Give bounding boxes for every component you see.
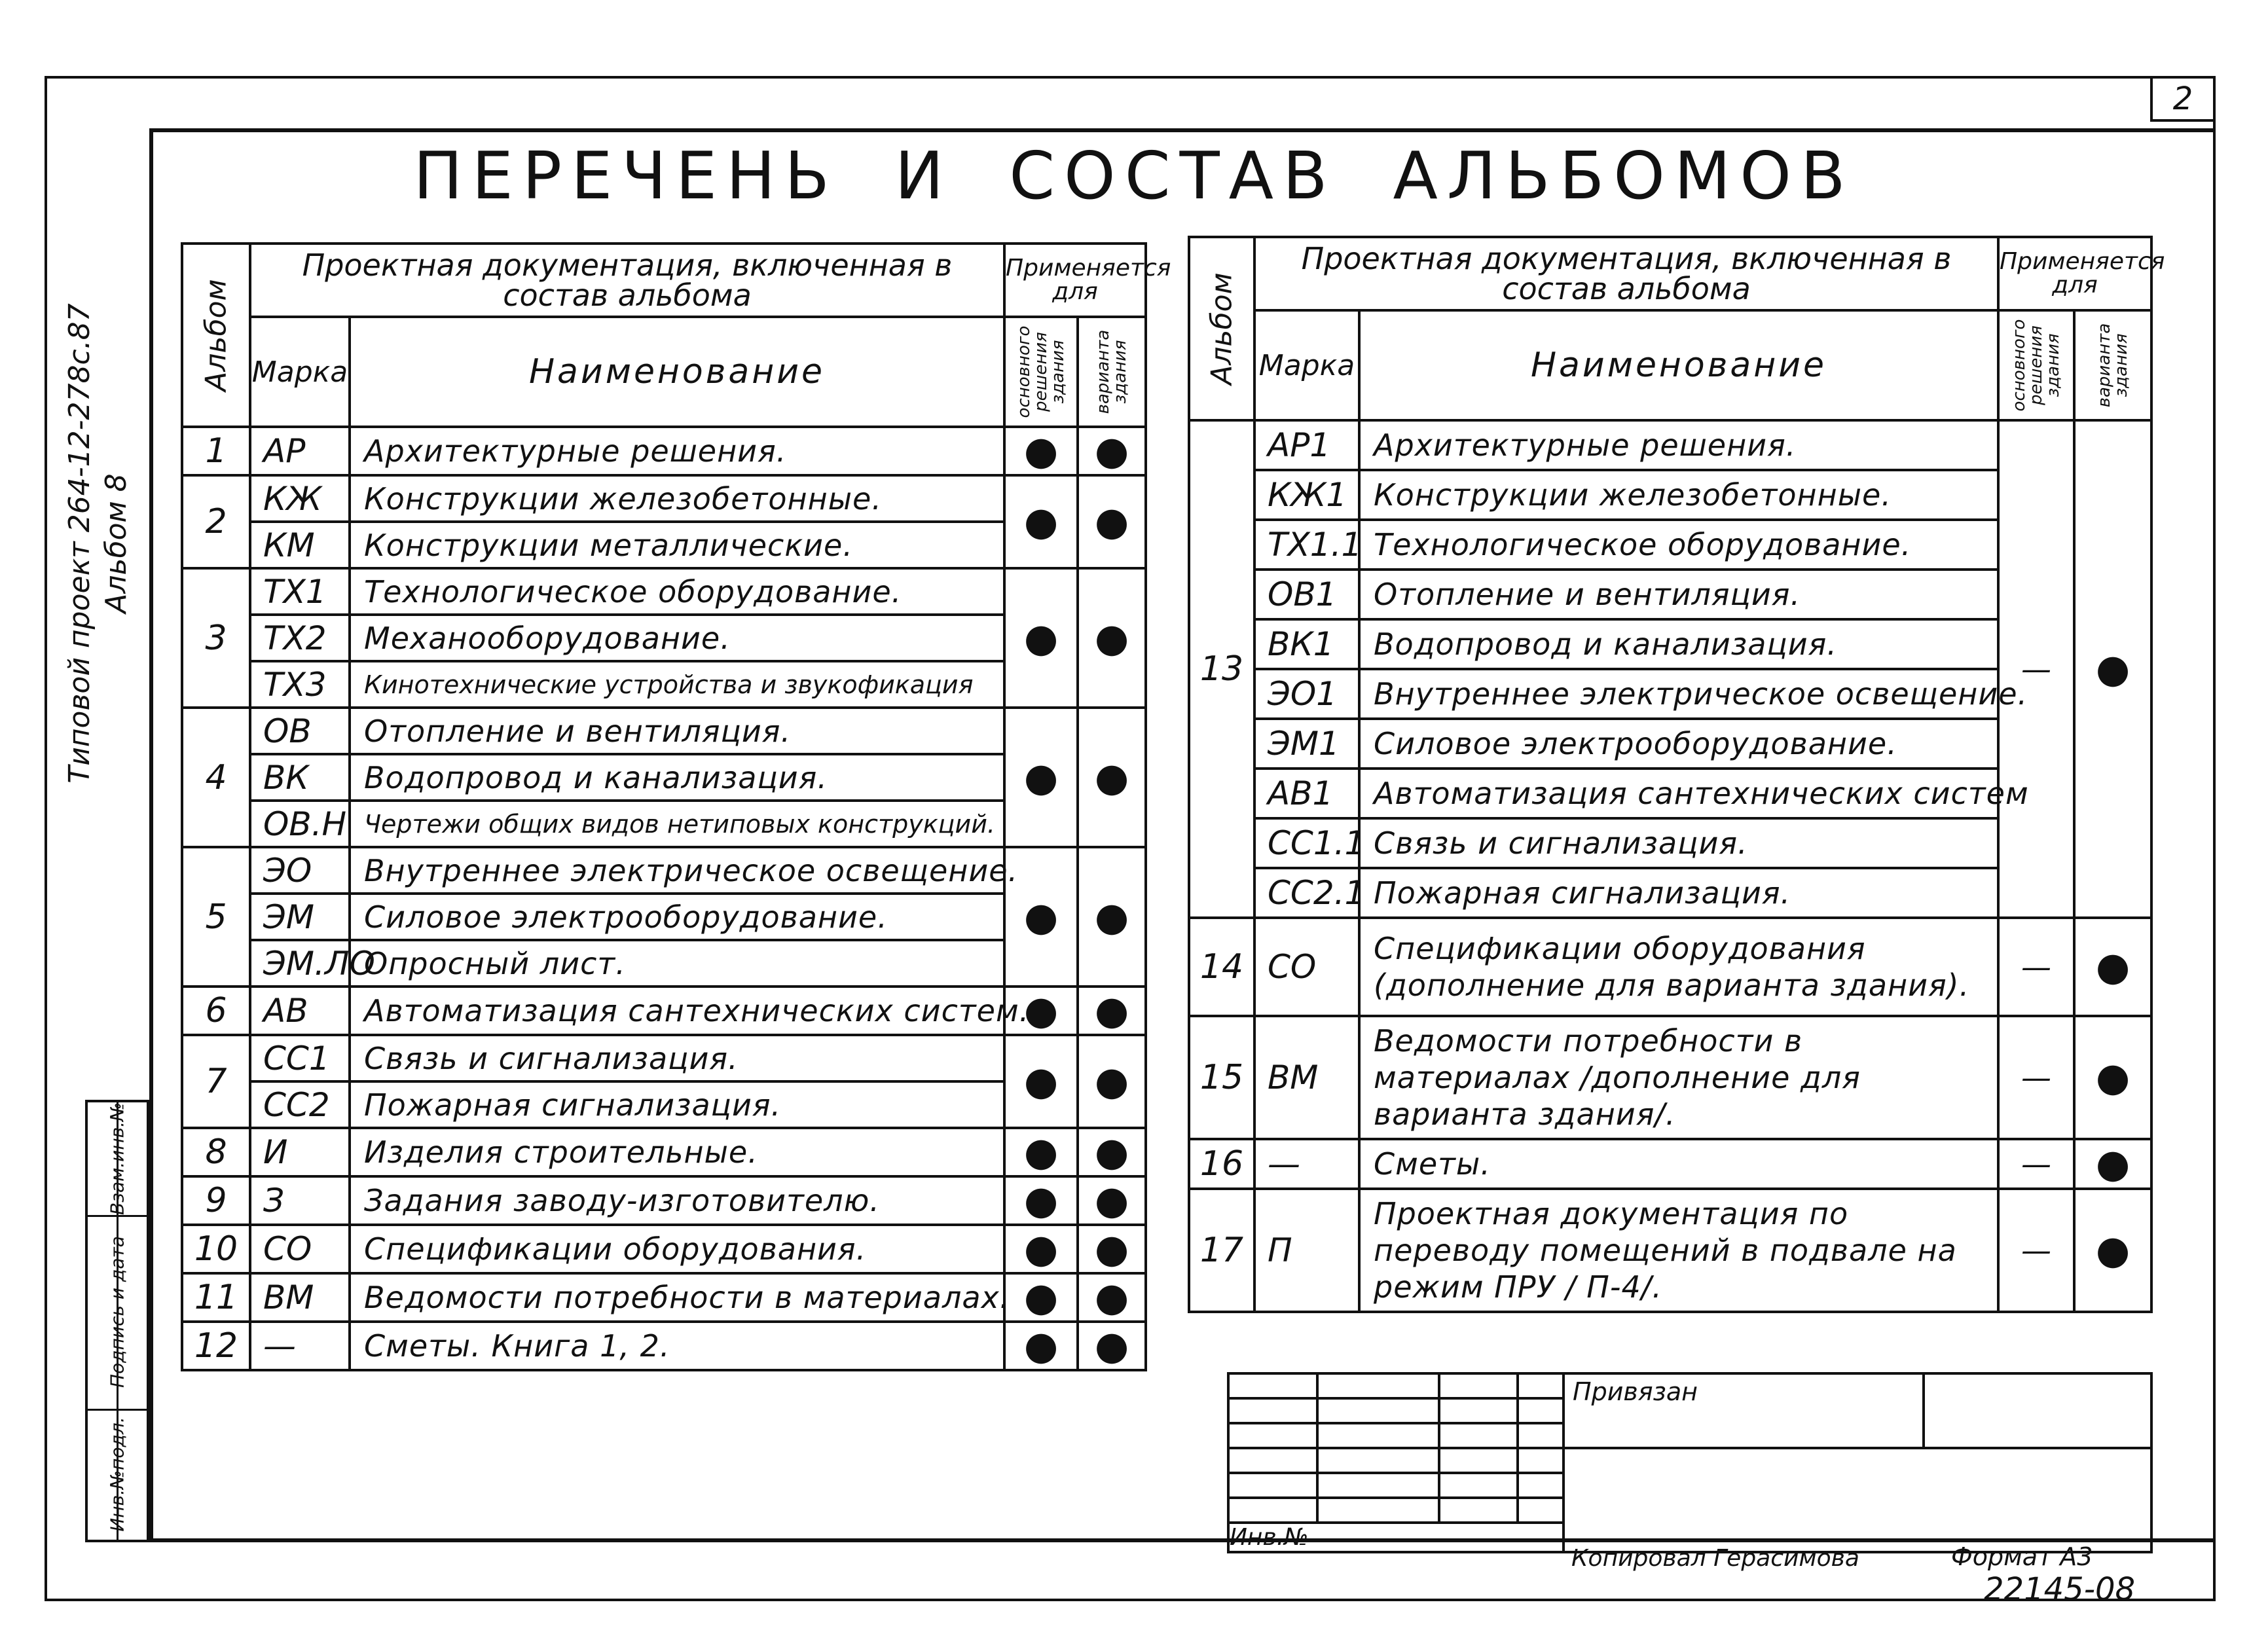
doc-name: Кинотехнические устройства и звукофикация: [350, 661, 1004, 708]
table-row: [182, 1128, 1146, 1176]
doc-name: Отопление и вентиляция.: [350, 708, 1004, 754]
applies-variant-mark: ●: [2074, 420, 2151, 918]
applies-main-mark: ●: [1004, 1128, 1078, 1176]
table-row: [182, 1081, 1146, 1128]
doc-mark: АВ1: [1254, 769, 1359, 818]
applies-variant-mark: ●: [1078, 427, 1146, 475]
doc-name: Сметы.: [1359, 1139, 1998, 1189]
doc-mark: ВК1: [1254, 619, 1359, 669]
doc-name: Технологическое оборудование.: [350, 568, 1004, 615]
header-applies: Применяется для: [1004, 244, 1146, 317]
album-number: 5: [182, 847, 250, 987]
doc-name: Механооборудование.: [350, 615, 1004, 661]
doc-name: Изделия строительные.: [350, 1128, 1004, 1176]
doc-name: Силовое электрооборудование.: [350, 894, 1004, 940]
left-stamp: [85, 1100, 149, 1542]
album-number: 10: [182, 1225, 250, 1273]
copied-by: Копировал Герасимова: [1571, 1545, 1859, 1572]
table-row: [182, 1322, 1146, 1370]
table-row: [1189, 1189, 2151, 1312]
applies-main-mark: —: [1998, 1189, 2074, 1312]
doc-mark: П: [1254, 1189, 1359, 1312]
doc-mark: ВК: [250, 754, 350, 801]
doc-mark: КЖ: [250, 475, 350, 522]
project-label-line2: Альбом 8: [100, 473, 133, 613]
table-row: [182, 475, 1146, 522]
table-row: [182, 1225, 1146, 1273]
table-row: [182, 1273, 1146, 1322]
applies-main-mark: ●: [1004, 1176, 1078, 1225]
doc-mark: СС2: [250, 1081, 350, 1128]
album-number: 1: [182, 427, 250, 475]
header-doc-group: Проектная документация, включенная в состав альбома: [1254, 237, 1998, 310]
header-variant: варианта здания: [1078, 317, 1146, 427]
applies-variant-mark: ●: [1078, 475, 1146, 568]
applies-variant-mark: ●: [1078, 568, 1146, 708]
doc-mark: ТХ3: [250, 661, 350, 708]
applies-main-mark: ●: [1004, 987, 1078, 1035]
doc-mark: ЭМ.ЛО: [250, 940, 350, 987]
table-row: [1189, 1016, 2151, 1139]
table-row: [182, 1176, 1146, 1225]
stamp-cell-replacement: Взам.инв.№: [88, 1102, 147, 1217]
table-row: [182, 661, 1146, 708]
table-row: [1189, 1139, 2151, 1189]
doc-mark: —: [250, 1322, 350, 1370]
doc-name: Спецификации оборудования.: [350, 1225, 1004, 1273]
table-row: [182, 801, 1146, 847]
doc-name: Архитектурные решения.: [1359, 420, 1998, 470]
stamp-cell-signature: Подпись и дата: [88, 1215, 147, 1411]
doc-name: Водопровод и канализация.: [1359, 619, 1998, 669]
doc-mark: ТХ1: [250, 568, 350, 615]
doc-name: Связь и сигнализация.: [1359, 818, 1998, 868]
doc-name: Связь и сигнализация.: [350, 1035, 1004, 1081]
doc-name: Спецификации оборудования (дополнение для варианта здания).: [1359, 918, 1998, 1016]
doc-name: Технологическое оборудование.: [1359, 520, 1998, 570]
header-mark: Марка: [1254, 310, 1359, 420]
doc-name: Автоматизация сантехнических систем.: [350, 987, 1004, 1035]
doc-mark: ОВ: [250, 708, 350, 754]
album-number: 11: [182, 1273, 250, 1322]
header-album: Альбом: [182, 244, 250, 427]
doc-mark: СС1: [250, 1035, 350, 1081]
sheet-number: 2: [2172, 81, 2193, 117]
doc-name: Автоматизация сантехнических систем: [1359, 769, 1998, 818]
applies-variant-mark: ●: [2074, 1016, 2151, 1139]
page-title: ПЕРЕЧЕНЬ И СОСТАВ АЛЬБОМОВ: [413, 137, 1855, 214]
applies-main-mark: —: [1998, 1139, 2074, 1189]
album-number: 2: [182, 475, 250, 568]
applies-main-mark: —: [1998, 918, 2074, 1016]
applies-variant-mark: ●: [2074, 1139, 2151, 1189]
header-main-solution: основного решения здания: [1004, 317, 1078, 427]
doc-name: Конструкции железобетонные.: [1359, 470, 1998, 520]
doc-mark: ТХ1.1: [1254, 520, 1359, 570]
table-row: [182, 987, 1146, 1035]
album-number: 16: [1189, 1139, 1254, 1189]
doc-name: Отопление и вентиляция.: [1359, 570, 1998, 619]
table-row: [1189, 918, 2151, 1016]
project-label-line1: Типовой проект 264-12-278с.87: [63, 303, 96, 784]
doc-mark: ТХ2: [250, 615, 350, 661]
applies-main-mark: ●: [1004, 847, 1078, 987]
doc-name: Пожарная сигнализация.: [350, 1081, 1004, 1128]
album-number: 4: [182, 708, 250, 847]
applies-main-mark: —: [1998, 420, 2074, 918]
doc-name: Опросный лист.: [350, 940, 1004, 987]
applies-variant-mark: ●: [1078, 1273, 1146, 1322]
header-applies: Применяется для: [1998, 237, 2151, 310]
header-album: Альбом: [1189, 237, 1254, 420]
table-row: [182, 894, 1146, 940]
applies-main-mark: ●: [1004, 1322, 1078, 1370]
applies-variant-mark: ●: [1078, 1035, 1146, 1128]
doc-mark: ЭМ1: [1254, 719, 1359, 769]
doc-mark: СО: [1254, 918, 1359, 1016]
album-number: 3: [182, 568, 250, 708]
sheet-format: Формат А3: [1951, 1542, 2093, 1571]
doc-mark: КЖ1: [1254, 470, 1359, 520]
header-mark: Марка: [250, 317, 350, 427]
project-label: [46, 275, 151, 812]
doc-name: Ведомости потребности в материалах /дополнение для варианта здания/.: [1359, 1016, 1998, 1139]
header-doc-group: Проектная документация, включенная в состав альбома: [250, 244, 1004, 317]
doc-mark: ЭО1: [1254, 669, 1359, 719]
doc-mark: ВМ: [1254, 1016, 1359, 1139]
doc-mark: СС1.1: [1254, 818, 1359, 868]
doc-name: Проектная документация по переводу помещений в подвале на режим ПРУ / П-4/.: [1359, 1189, 1998, 1312]
doc-name: Конструкции металлические.: [350, 522, 1004, 568]
doc-name: Задания заводу-изготовителю.: [350, 1176, 1004, 1225]
album-number: 15: [1189, 1016, 1254, 1139]
doc-name: Конструкции железобетонные.: [350, 475, 1004, 522]
document-code: 22145-08: [1984, 1571, 2136, 1608]
table-row: [182, 847, 1146, 894]
doc-mark: СО: [250, 1225, 350, 1273]
doc-mark: З: [250, 1176, 350, 1225]
applies-variant-mark: ●: [1078, 1322, 1146, 1370]
inv-label: Инв.№: [1230, 1524, 1309, 1551]
table-row: [1189, 769, 2151, 818]
doc-mark: АР1: [1254, 420, 1359, 470]
applies-variant-mark: ●: [1078, 1128, 1146, 1176]
table-row: [1189, 420, 2151, 470]
doc-mark: И: [250, 1128, 350, 1176]
applies-variant-mark: ●: [2074, 918, 2151, 1016]
header-variant: варианта здания: [2074, 310, 2151, 420]
table-row: [182, 940, 1146, 987]
binding-stamp: [1227, 1372, 2153, 1553]
header-name: Наименование: [350, 317, 1004, 427]
table-row: [182, 522, 1146, 568]
applies-main-mark: ●: [1004, 427, 1078, 475]
doc-mark: ОВ.Н: [250, 801, 350, 847]
doc-mark: СС2.1: [1254, 868, 1359, 918]
applies-main-mark: ●: [1004, 708, 1078, 847]
doc-mark: АР: [250, 427, 350, 475]
applies-main-mark: —: [1998, 1016, 2074, 1139]
applies-variant-mark: ●: [1078, 987, 1146, 1035]
album-number: 7: [182, 1035, 250, 1128]
album-number: 8: [182, 1128, 250, 1176]
doc-name: Пожарная сигнализация.: [1359, 868, 1998, 918]
right-albums-table: [1188, 236, 2165, 1313]
binding-label: Привязан: [1573, 1377, 1698, 1406]
doc-name: Водопровод и канализация.: [350, 754, 1004, 801]
doc-mark: ЭМ: [250, 894, 350, 940]
table-row: [182, 568, 1146, 615]
doc-mark: КМ: [250, 522, 350, 568]
applies-variant-mark: ●: [1078, 1225, 1146, 1273]
doc-name: Внутреннее электрическое освещение.: [1359, 669, 1998, 719]
applies-variant-mark: ●: [2074, 1189, 2151, 1312]
table-row: [182, 427, 1146, 475]
table-row: [182, 754, 1146, 801]
doc-name: Внутреннее электрическое освещение.: [350, 847, 1004, 894]
applies-main-mark: ●: [1004, 1225, 1078, 1273]
doc-name: Силовое электрооборудование.: [1359, 719, 1998, 769]
applies-main-mark: ●: [1004, 568, 1078, 708]
applies-main-mark: ●: [1004, 1273, 1078, 1322]
applies-variant-mark: ●: [1078, 708, 1146, 847]
doc-mark: АВ: [250, 987, 350, 1035]
doc-mark: ЭО: [250, 847, 350, 894]
doc-name: Сметы. Книга 1, 2.: [350, 1322, 1004, 1370]
applies-variant-mark: ●: [1078, 1176, 1146, 1225]
header-main-solution: основного решения здания: [1998, 310, 2074, 420]
stamp-cell-inventory: Инв.№подл.: [106, 1417, 128, 1532]
table-row: [1189, 669, 2151, 719]
album-number: 6: [182, 987, 250, 1035]
album-number: 9: [182, 1176, 250, 1225]
table-row: [182, 708, 1146, 754]
applies-main-mark: ●: [1004, 1035, 1078, 1128]
header-name: Наименование: [1359, 310, 1998, 420]
table-row: [182, 615, 1146, 661]
table-row: [182, 1035, 1146, 1081]
doc-mark: ОВ1: [1254, 570, 1359, 619]
doc-name: Архитектурные решения.: [350, 427, 1004, 475]
doc-name: Ведомости потребности в материалах.: [350, 1273, 1004, 1322]
album-number: 12: [182, 1322, 250, 1370]
album-number: 14: [1189, 918, 1254, 1016]
album-number: 13: [1189, 420, 1254, 918]
doc-mark: ВМ: [250, 1273, 350, 1322]
album-number: 17: [1189, 1189, 1254, 1312]
applies-main-mark: ●: [1004, 475, 1078, 568]
doc-name: Чертежи общих видов нетиповых конструкций.: [350, 801, 1004, 847]
left-albums-table: [181, 242, 1171, 1371]
doc-mark: —: [1254, 1139, 1359, 1189]
applies-variant-mark: ●: [1078, 847, 1146, 987]
